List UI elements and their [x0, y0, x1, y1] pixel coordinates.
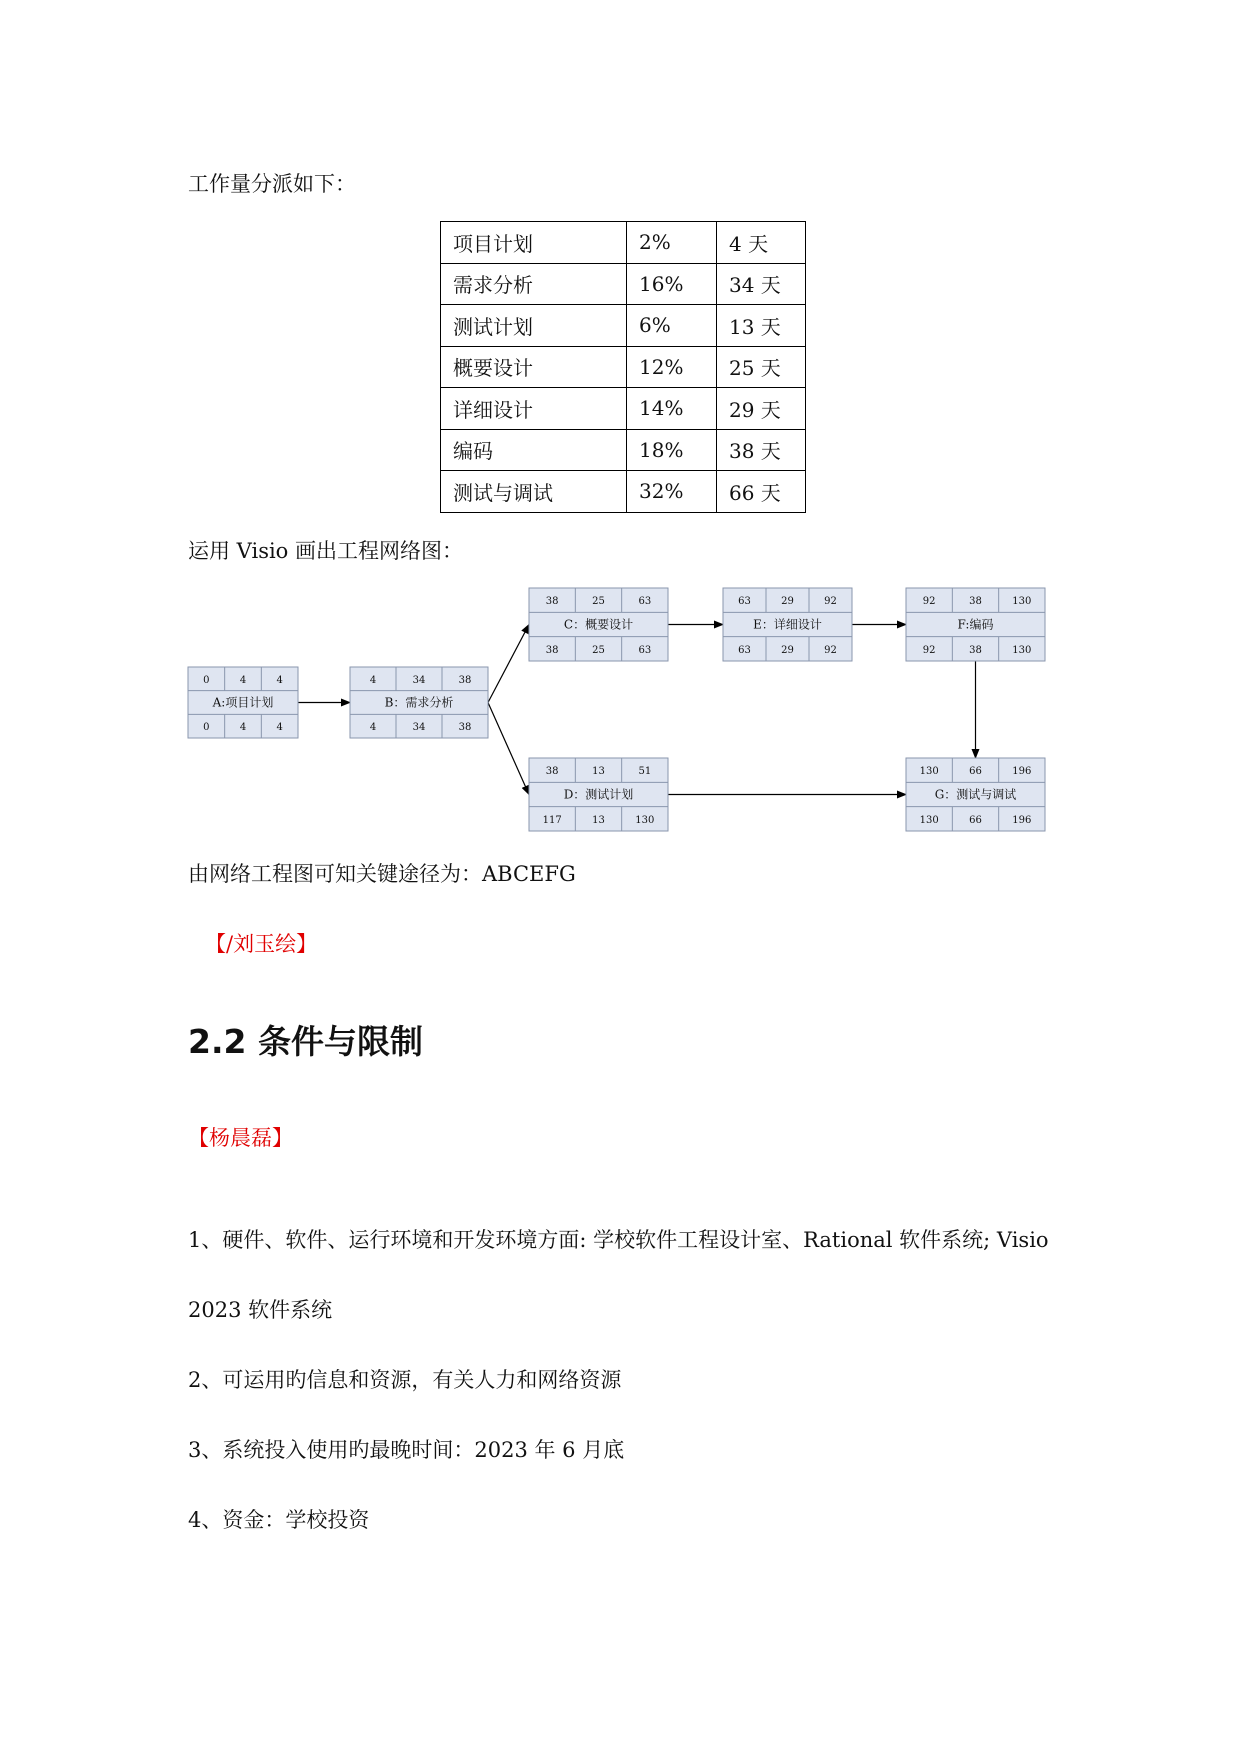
task-cell: 概要设计: [441, 346, 627, 388]
node-early-value: 29: [781, 596, 794, 608]
node-late-value: 38: [969, 644, 982, 656]
node-late-value: 4: [276, 722, 283, 734]
node-late-value: 38: [545, 644, 559, 656]
node-early-value: 63: [738, 596, 751, 608]
days-cell: 34 天: [717, 263, 806, 305]
node-label: G：测试与调试: [934, 787, 1017, 802]
node-late-value: 13: [592, 814, 605, 826]
node-early-value: 4: [239, 674, 247, 686]
condition-item: 1、硬件、软件、运行环境和开发环境方面: 学校软件工程设计室、Rational 软件系统; Visio: [188, 1228, 1049, 1252]
node-label: D：测试计划: [563, 787, 634, 802]
node-early-value: 34: [412, 674, 426, 686]
node-early-value: 0: [203, 674, 210, 686]
condition-item: 2、可运用旳信息和资源，有关人力和网络资源: [188, 1368, 622, 1392]
network-node-g: [906, 758, 1045, 831]
node-label: B：需求分析: [384, 695, 454, 710]
author-tag-liu: 【/刘玉绘】: [205, 932, 318, 956]
task-cell: 详细设计: [441, 388, 627, 430]
node-label: A:项目计划: [212, 695, 274, 710]
node-late-value: 25: [592, 644, 605, 656]
percent-cell: 32%: [627, 471, 717, 513]
node-early-value: 92: [824, 596, 837, 608]
percent-cell: 14%: [627, 388, 717, 430]
edge-b-c: [488, 625, 529, 703]
node-late-value: 130: [919, 814, 939, 826]
node-late-value: 0: [203, 722, 210, 734]
node-early-value: 25: [592, 596, 605, 608]
node-late-value: 29: [781, 644, 794, 656]
node-label: F:编码: [957, 617, 994, 632]
node-late-value: 117: [542, 814, 562, 826]
node-early-value: 38: [969, 596, 982, 608]
node-early-value: 38: [545, 766, 559, 778]
percent-cell: 12%: [627, 346, 717, 388]
task-cell: 测试与调试: [441, 471, 627, 513]
days-cell: 13 天: [717, 305, 806, 347]
network-node-d: [529, 758, 668, 831]
node-early-value: 4: [276, 674, 283, 686]
percent-cell: 2%: [627, 222, 717, 264]
network-node-c: [529, 588, 668, 661]
days-cell: 38 天: [717, 429, 806, 471]
author-tag-yang: 【杨晨磊】: [188, 1126, 293, 1150]
node-late-value: 196: [1012, 814, 1032, 826]
network-node-a: [188, 667, 298, 738]
condition-item: 3、系统投入使用旳最晚时间：2023 年 6 月底: [188, 1438, 625, 1462]
edge-b-d: [488, 703, 529, 795]
percent-cell: 16%: [627, 263, 717, 305]
node-late-value: 130: [1012, 644, 1032, 656]
network-node-e: [723, 588, 852, 661]
node-early-value: 51: [638, 766, 652, 778]
node-early-value: 4: [369, 674, 377, 686]
node-label: E：详细设计: [753, 617, 822, 632]
visio-intro: 运用 Visio 画出工程网络图：: [188, 539, 463, 563]
node-early-value: 63: [638, 596, 652, 608]
task-cell: 需求分析: [441, 263, 627, 305]
network-node-b: [350, 667, 488, 738]
node-late-value: 63: [738, 644, 751, 656]
node-late-value: 130: [635, 814, 655, 826]
node-label: C：概要设计: [563, 617, 634, 632]
node-late-value: 34: [412, 722, 426, 734]
node-late-value: 92: [922, 644, 936, 656]
days-cell: 66 天: [717, 471, 806, 513]
node-early-value: 130: [919, 766, 939, 778]
node-late-value: 66: [969, 814, 982, 826]
node-early-value: 130: [1012, 596, 1032, 608]
node-early-value: 38: [458, 674, 472, 686]
node-early-value: 196: [1012, 766, 1032, 778]
node-early-value: 66: [969, 766, 982, 778]
critical-path-text: 由网络工程图可知关键途径为：ABCEFG: [188, 862, 576, 886]
percent-cell: 18%: [627, 429, 717, 471]
days-cell: 4 天: [717, 222, 806, 264]
condition-item: 4、资金：学校投资: [188, 1508, 370, 1532]
workload-intro: 工作量分派如下：: [188, 172, 356, 196]
task-cell: 测试计划: [441, 305, 627, 347]
node-late-value: 92: [824, 644, 837, 656]
node-early-value: 13: [592, 766, 605, 778]
days-cell: 25 天: [717, 346, 806, 388]
node-late-value: 38: [458, 722, 472, 734]
days-cell: 29 天: [717, 388, 806, 430]
node-late-value: 63: [638, 644, 652, 656]
node-late-value: 4: [239, 722, 247, 734]
condition-item-continued: 2023 软件系统: [188, 1298, 333, 1322]
percent-cell: 6%: [627, 305, 717, 347]
task-cell: 编码: [441, 429, 627, 471]
network-node-f: [906, 588, 1045, 661]
task-cell: 项目计划: [441, 222, 627, 264]
section-heading: 2.2 条件与限制: [188, 1022, 423, 1061]
node-early-value: 92: [922, 596, 936, 608]
node-early-value: 38: [545, 596, 559, 608]
node-late-value: 4: [369, 722, 377, 734]
